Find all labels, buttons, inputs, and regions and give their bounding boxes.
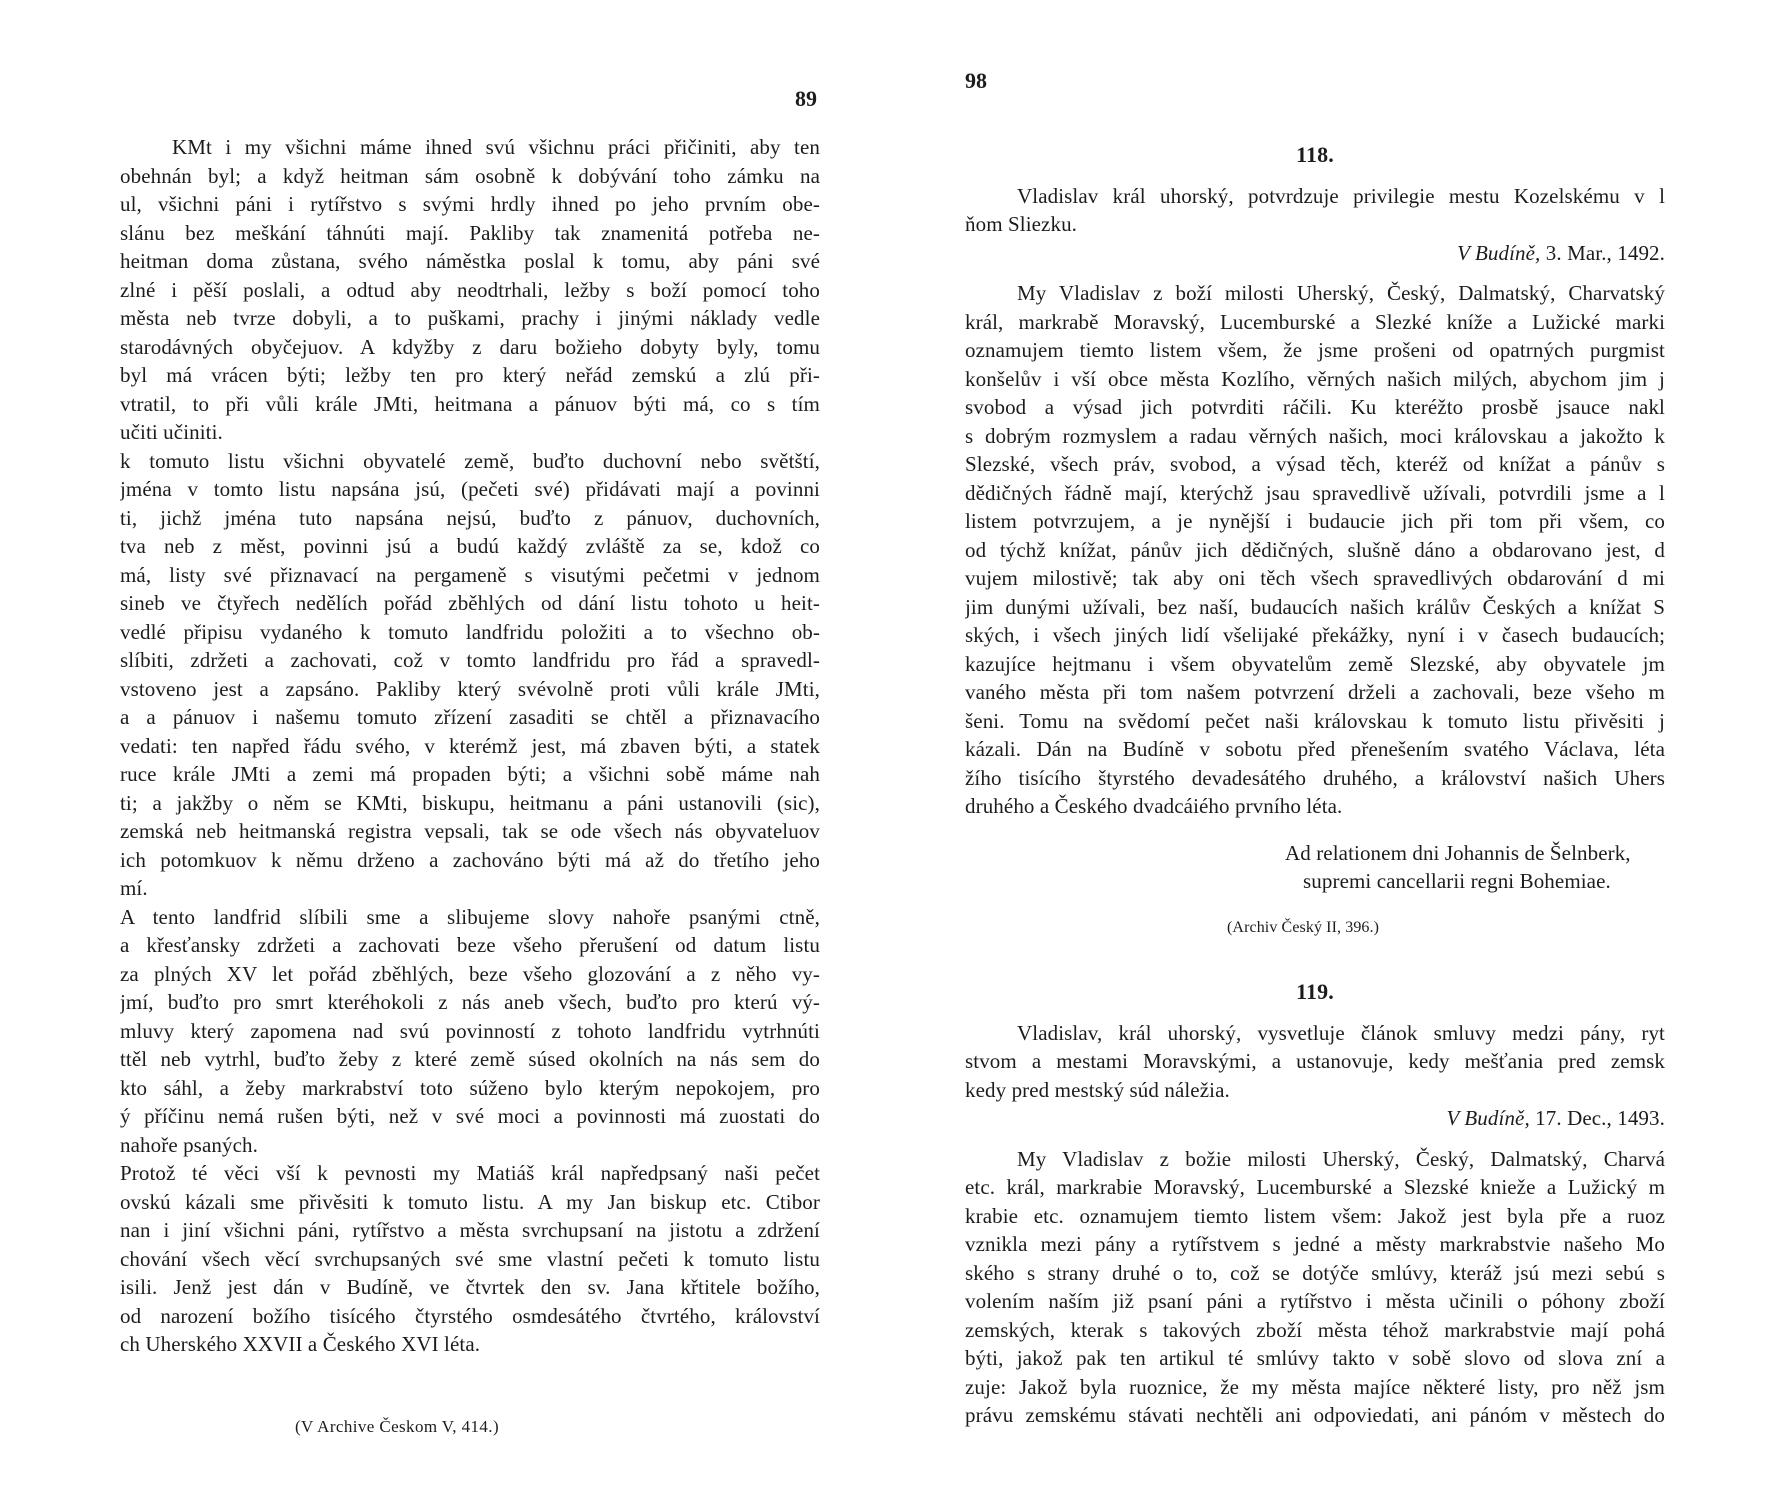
text-line: jmí, buďto pro smrt kteréhokoli z nás aneb všech, buďto pro kterú vý- <box>120 990 820 1014</box>
text-line: jména v tomto listu napsána jsú, (pečeti své) přidávati mají a povinni <box>120 477 820 501</box>
date: 17. Dec., 1493. <box>1529 1106 1665 1130</box>
text-line: vedlé připisu vydaného k tomuto landfridu položiti a to všechno ob- <box>120 619 820 644</box>
text-line: mluvy který zapomena nad svú povinností z tohoto landfridu vytrhnúti <box>120 1018 820 1043</box>
text-line: od týchž knížat, pánův jich dědičných, slušně dáno a obdarovano jest, d <box>965 537 1665 562</box>
text-line: tva neb z měst, povinni jsú a budú každý zvláště za se, kdož co <box>120 534 820 558</box>
text-line: s dobrým rozmyslem a radau věrných našich, moci královskau a jakožto k <box>965 423 1665 448</box>
text-line: obehnán byl; a když heitman sám osobně k dobývání toho zámku na <box>120 163 820 188</box>
text-line: za plných XV let pořád zběhlých, beze všeho glozování a z něho vy- <box>120 961 820 986</box>
text-line: vznikla mezi pány a rytířstvem s jedné a městy markrabstvie našeho Mo <box>965 1232 1665 1256</box>
relation-line: supremi cancellarii regni Bohemiae. <box>1303 869 1611 893</box>
text-line: krabie etc. oznamujem tiemto listem všem: Jakož jest byla pře a ruoz <box>965 1203 1665 1228</box>
text-line: ňom Sliezku. <box>965 212 1078 236</box>
text-line: isili. Jenž jest dán v Budíně, ve čtvrtek den sv. Jana křtitele božího, <box>120 1275 820 1299</box>
text-line: Vladislav král uhorský, potvrdzuje privilegie mestu Kozelskému v l <box>1017 183 1665 208</box>
text-line: býti, jakož pak ten artikul té smlúvy takto v sobě slovo od slova zní a <box>965 1346 1665 1370</box>
text-line: kedy pred mestský súd náležia. <box>965 1077 1230 1102</box>
text-line: král, markrabě Moravský, Lucemburské a Slezké kníže a Lužické marki <box>965 309 1665 334</box>
text-line: vedati: ten napřed řádu svého, v kterémž jest, má zbaven býti, a statek <box>120 733 820 758</box>
text-line: kto sáhl, a žeby markrabství toto súženo bylo kterým nepokojem, pro <box>120 1075 820 1100</box>
text-line: konšelův i vší obce města Kozlího, věrných našich milých, abychom jim j <box>965 366 1665 391</box>
text-line: učiti učiniti. <box>120 420 223 444</box>
text-line: vujem milostivě; tak aby oni těch všech spravedlivých obdarování d mi <box>965 566 1665 590</box>
text-line: města neb tvrze dobyli, a to puškami, prachy i jinými náklady vedle <box>120 306 820 330</box>
text-line: mí. <box>120 876 148 900</box>
date-line <box>965 1104 1665 1133</box>
left-page-text <box>120 133 820 1359</box>
text-line: heitman doma zůstana, svého náměstka poslal k tomu, aby páni své <box>120 249 820 273</box>
text-line: vstoveno jest a zapsáno. Pakliby který svévolně proti vůli krále JMti, <box>120 676 820 701</box>
place: V Budíně, <box>1446 1106 1530 1130</box>
text-line: ý příčinu nemá rušen býti, než v své moci a povinnosti má zuostati do <box>120 1104 820 1128</box>
text-line: byl má vrácen býti; ležby ten pro který neřád zemskú a zlú při- <box>120 363 820 387</box>
text-line: ských, i všech jiných lidí všelijaké překážky, nyní i v časech budaucích; <box>965 623 1665 647</box>
text-line: zemská neb heitmanská registra vepsali, tak se ode všech nás obyvateluov <box>120 819 820 843</box>
text-line: ruce krále JMti a zemi má propaden býti; a všichni sobě máme nah <box>120 762 820 786</box>
text-line: ovskú kázali sme přivěsiti k tomuto listu. A my Jan biskup etc. Ctibor <box>120 1189 820 1214</box>
text-line: zemských, kterak s takových zboží města téhož markrabstvie mají pohá <box>965 1317 1665 1342</box>
document-number: 119. <box>1296 979 1334 1004</box>
document-body <box>965 1145 1665 1430</box>
text-line: ich potomkuov k němu drženo a zachováno býti má až do třetího jeho <box>120 847 820 872</box>
text-line: zlné i pěší poslali, a odtud aby neodtrhali, ležby s boží pomocí toho <box>120 277 820 302</box>
text-line: A tento landfrid slíbili sme a slibujeme slovy nahoře psanými ctně, <box>120 904 820 929</box>
text-line: ch Uherského XXVII a Českého XVI léta. <box>120 1332 481 1356</box>
source-citation: (Archiv Český II, 396.) <box>1227 918 1380 936</box>
text-line: ttěl neb vytrhl, buďto žeby z které země súsed okolních na nás sem do <box>120 1047 820 1071</box>
text-line: žího tisícího štyrstého devadesátého druhého, a království našich Uhers <box>965 765 1665 790</box>
text-line: stvom a mestami Moravskými, a ustanovuje, kedy mešťania pred zemsk <box>965 1049 1665 1073</box>
text-line: Slezské, všech práv, svobod, a výsad těch, kteréž od knížat a pánův s <box>965 452 1665 476</box>
text-line: starodávných obyčejuov. A kdyžby z daru božieho dobyty byly, tomu <box>120 334 820 359</box>
text-line: kazujíce hejtmanu i všem obyvatelům země Slezské, aby obyvatele jm <box>965 651 1665 676</box>
text-line: má, listy své přiznavací na pergameně s visutými pečetmi v jednom <box>120 562 820 587</box>
text-line: a křesťansky zdržeti a zachovati beze všeho přerušení od datum listu <box>120 933 820 957</box>
text-line: ského s strany druhé o to, což se dotýče smlúvy, kteráž jsú mezi sebú s <box>965 1260 1665 1285</box>
text-line: nahoře psaných. <box>120 1132 258 1157</box>
date-line <box>965 239 1665 268</box>
text-line: dědičných řádně mají, kterýchž jsau spravedlivě užívali, potvrdili jsme a l <box>965 480 1665 505</box>
text-line: ti, jichž jména tuto napsána nejsú, buďto z pánuov, duchovních, <box>120 505 820 530</box>
text-line: druhého a Českého dvadcáiého prvního léta. <box>965 794 1343 818</box>
text-line: Protož té věci vší k pevnosti my Matiáš král napředpsaný naši pečet <box>120 1161 820 1185</box>
source-citation: (V Archive Českom V, 414.) <box>295 1417 500 1436</box>
text-line: chování všech věcí svrchupsaných své sme vlastní pečeti k tomuto listu <box>120 1246 820 1271</box>
text-line: vtratil, to při vůli krále JMti, heitmana a pánuov býti má, co s tím <box>120 391 820 416</box>
text-line: slánu bez meškání táhnúti mají. Pakliby tak znamenitá potřeba ne- <box>120 220 820 245</box>
text-line: volením naším již psaní páni a rytířstvo i města učinili o póhony zboží <box>965 1289 1665 1313</box>
text-line: sineb ve čtyřech nedělích pořád zběhlých od dání listu tohoto u heit- <box>120 591 820 615</box>
text-line: právu zemskému stávati nechtěli ani odpoviedati, ani pánóm v městech do <box>965 1403 1665 1427</box>
text-line: a a pánuov i našemu tomuto zřízení zasaditi se chtěl a přiznavacího <box>120 705 820 729</box>
text-line: k tomuto listu všichni obyvatelé země, buďto duchovní nebo světští, <box>120 448 820 473</box>
text-line: My Vladislav z božie milosti Uherský, Český, Dalmatský, Charvá <box>1017 1146 1665 1171</box>
text-line: kázali. Dán na Budíně v sobotu před přenešením svatého Václava, léta <box>965 737 1665 761</box>
document-number: 118. <box>1296 142 1334 167</box>
page-number: 89 <box>795 86 817 111</box>
text-line: slíbiti, zdržeti a zachovati, což v tomto landfridu pro řád a spravedl- <box>120 648 820 672</box>
text-line: listem potvrzujem, a je nynější i budaucie jich při tom při všem, co <box>965 509 1665 533</box>
text-line: Vladislav, král uhorský, vysvetluje článok smluvy medzi pány, ryt <box>1017 1020 1665 1045</box>
relation-line: Ad relationem dni Johannis de Šelnberk, <box>1285 840 1631 865</box>
text-line: oznamujem tiemto listem všem, že jsme prošeni od opatrných purgmist <box>965 338 1665 362</box>
text-line: šeni. Tomu na svědomí pečet naši královskau k tomuto listu přivěsiti j <box>965 708 1665 733</box>
text-line: nan i jiní všichni páni, rytířstvo a města svrchupsaní na jistotu a zdržení <box>120 1218 820 1242</box>
text-line: zuje: Jakož byla ruoznice, že my města majíce některé listy, pro něž jsm <box>965 1374 1665 1399</box>
text-line: od narození božího tisícého čtyrstého osmdesátého čtvrtého, království <box>120 1303 820 1328</box>
document-summary <box>965 182 1665 239</box>
document-body <box>965 279 1665 821</box>
text-line: ti; a jakžby o něm se KMti, biskupu, heitmanu a páni ustanovili (sic), <box>120 790 820 815</box>
text-line: vaného města při tom našem potvrzení drželi a zachovali, beze všeho m <box>965 680 1665 704</box>
text-line: jim dunými užívali, bez naší, budaucích našich králův Českých a knížat S <box>965 594 1665 619</box>
text-line: KMt i my všichni máme ihned svú všichnu práci přičiniti, aby ten <box>172 135 820 159</box>
right-page-text <box>965 141 1665 1430</box>
date: 3. Mar., 1492. <box>1540 240 1665 265</box>
document-summary <box>965 1019 1665 1105</box>
text-line: svobod a výsad jich potvrditi ráčili. Ku kteréžto prosbě jsauce nakl <box>965 395 1665 419</box>
text-line: ul, všichni páni i rytířstvo s svými hrdly ihned po jeho prvním obe- <box>120 192 820 216</box>
text-line: My Vladislav z boží milosti Uherský, Český, Dalmatský, Charvatský <box>1017 281 1665 305</box>
page-number: 98 <box>965 68 987 93</box>
place: V Budíně, <box>1457 240 1541 265</box>
text-line: etc. král, markrabie Moravský, Lucemburské a Slezské knieže a Lužický m <box>965 1175 1665 1199</box>
